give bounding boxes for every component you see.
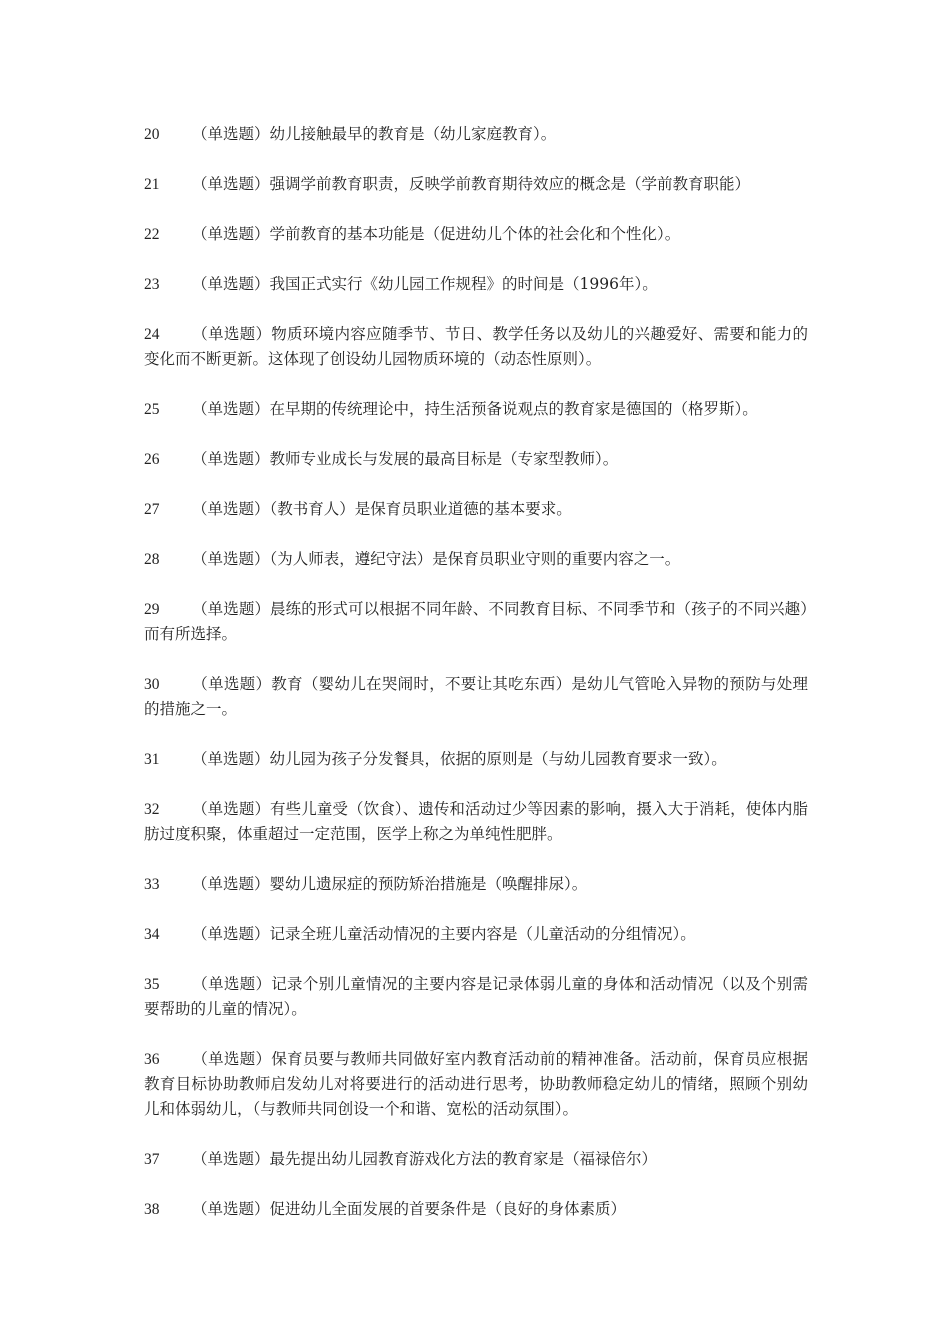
question-text: （单选题）促进幼儿全面发展的首要条件是（良好的身体素质） (192, 1200, 627, 1218)
question-number: 25 (144, 401, 160, 418)
question-item-29 (144, 597, 808, 647)
question-text: （单选题）幼儿接触最早的教育是（幼儿家庭教育）。 (192, 125, 557, 143)
question-number: 37 (144, 1151, 160, 1168)
question-item-38 (144, 1197, 808, 1222)
question-list (144, 122, 808, 1247)
question-number: 33 (144, 876, 160, 893)
question-item-25 (144, 397, 808, 422)
question-item-32 (144, 797, 808, 847)
question-text: （单选题）保育员要与教师共同做好室内教育活动前的精神准备。活动前，保育员应根据教育目标协助教师启发幼儿对将要进行的活动进行思考，协助教师稳定幼儿的情绪，照顾个别幼儿和体弱幼儿，（与教师共同创设一个和谐、宽松的活动氛围）。 (144, 1050, 808, 1118)
question-number: 20 (144, 126, 160, 143)
question-number: 31 (144, 751, 160, 768)
question-number: 36 (144, 1051, 160, 1068)
question-item-33 (144, 872, 808, 897)
question-text: （单选题）婴幼儿遗尿症的预防矫治措施是（唤醒排尿）。 (192, 875, 588, 893)
question-text: （单选题）晨练的形式可以根据不同年龄、不同教育目标、不同季节和（孩子的不同兴趣）而有所选择。 (144, 600, 808, 643)
question-text: （单选题）我国正式实行《幼儿园工作规程》的时间是（1996年）。 (192, 275, 658, 293)
question-number: 22 (144, 226, 160, 243)
question-item-27 (144, 497, 808, 522)
question-item-36 (144, 1047, 808, 1122)
question-text: （单选题）记录全班儿童活动情况的主要内容是（儿童活动的分组情况）。 (192, 925, 696, 943)
question-number: 34 (144, 926, 160, 943)
question-number: 29 (144, 601, 160, 618)
question-text: （单选题）（教书育人）是保育员职业道德的基本要求。 (192, 500, 572, 518)
question-number: 38 (144, 1201, 160, 1218)
question-text: （单选题）教育（婴幼儿在哭闹时，不要让其吃东西）是幼儿气管呛入异物的预防与处理的措施之一。 (144, 675, 808, 718)
question-item-35 (144, 972, 808, 1022)
question-number: 30 (144, 676, 160, 693)
question-text: （单选题）学前教育的基本功能是（促进幼儿个体的社会化和个性化）。 (192, 225, 681, 243)
question-number: 24 (144, 326, 160, 343)
question-number: 28 (144, 551, 160, 568)
question-item-21 (144, 172, 808, 197)
question-item-28 (144, 547, 808, 572)
question-number: 32 (144, 801, 160, 818)
question-text: （单选题）物质环境内容应随季节、节日、教学任务以及幼儿的兴趣爱好、需要和能力的变化而不断更新。这体现了创设幼儿园物质环境的（动态性原则）。 (144, 325, 808, 368)
question-text: （单选题）记录个别儿童情况的主要内容是记录体弱儿童的身体和活动情况（以及个别需要帮助的儿童的情况）。 (144, 975, 808, 1018)
question-text: （单选题）教师专业成长与发展的最高目标是（专家型教师）。 (192, 450, 619, 468)
question-item-23 (144, 272, 808, 297)
question-text: （单选题）（为人师表，遵纪守法）是保育员职业守则的重要内容之一。 (192, 550, 681, 568)
question-text: （单选题）有些儿童受（饮食）、遗传和活动过少等因素的影响，摄入大于消耗，使体内脂肪过度积聚，体重超过一定范围，医学上称之为单纯性肥胖。 (144, 800, 808, 843)
question-text: （单选题）最先提出幼儿园教育游戏化方法的教育家是（福禄倍尔） (192, 1150, 658, 1168)
question-item-30 (144, 672, 808, 722)
question-item-26 (144, 447, 808, 472)
question-item-34 (144, 922, 808, 947)
question-number: 35 (144, 976, 160, 993)
question-number: 21 (144, 176, 160, 193)
question-item-20 (144, 122, 808, 147)
question-item-37 (144, 1147, 808, 1172)
question-number: 23 (144, 276, 160, 293)
question-text: （单选题）强调学前教育职责，反映学前教育期待效应的概念是（学前教育职能） (192, 175, 751, 193)
question-item-22 (144, 222, 808, 247)
question-number: 27 (144, 501, 160, 518)
question-item-31 (144, 747, 808, 772)
question-text: （单选题）在早期的传统理论中，持生活预备说观点的教育家是德国的（格罗斯）。 (192, 400, 758, 418)
question-number: 26 (144, 451, 160, 468)
question-text: （单选题）幼儿园为孩子分发餐具，依据的原则是（与幼儿园教育要求一致）。 (192, 750, 727, 768)
question-item-24 (144, 322, 808, 372)
